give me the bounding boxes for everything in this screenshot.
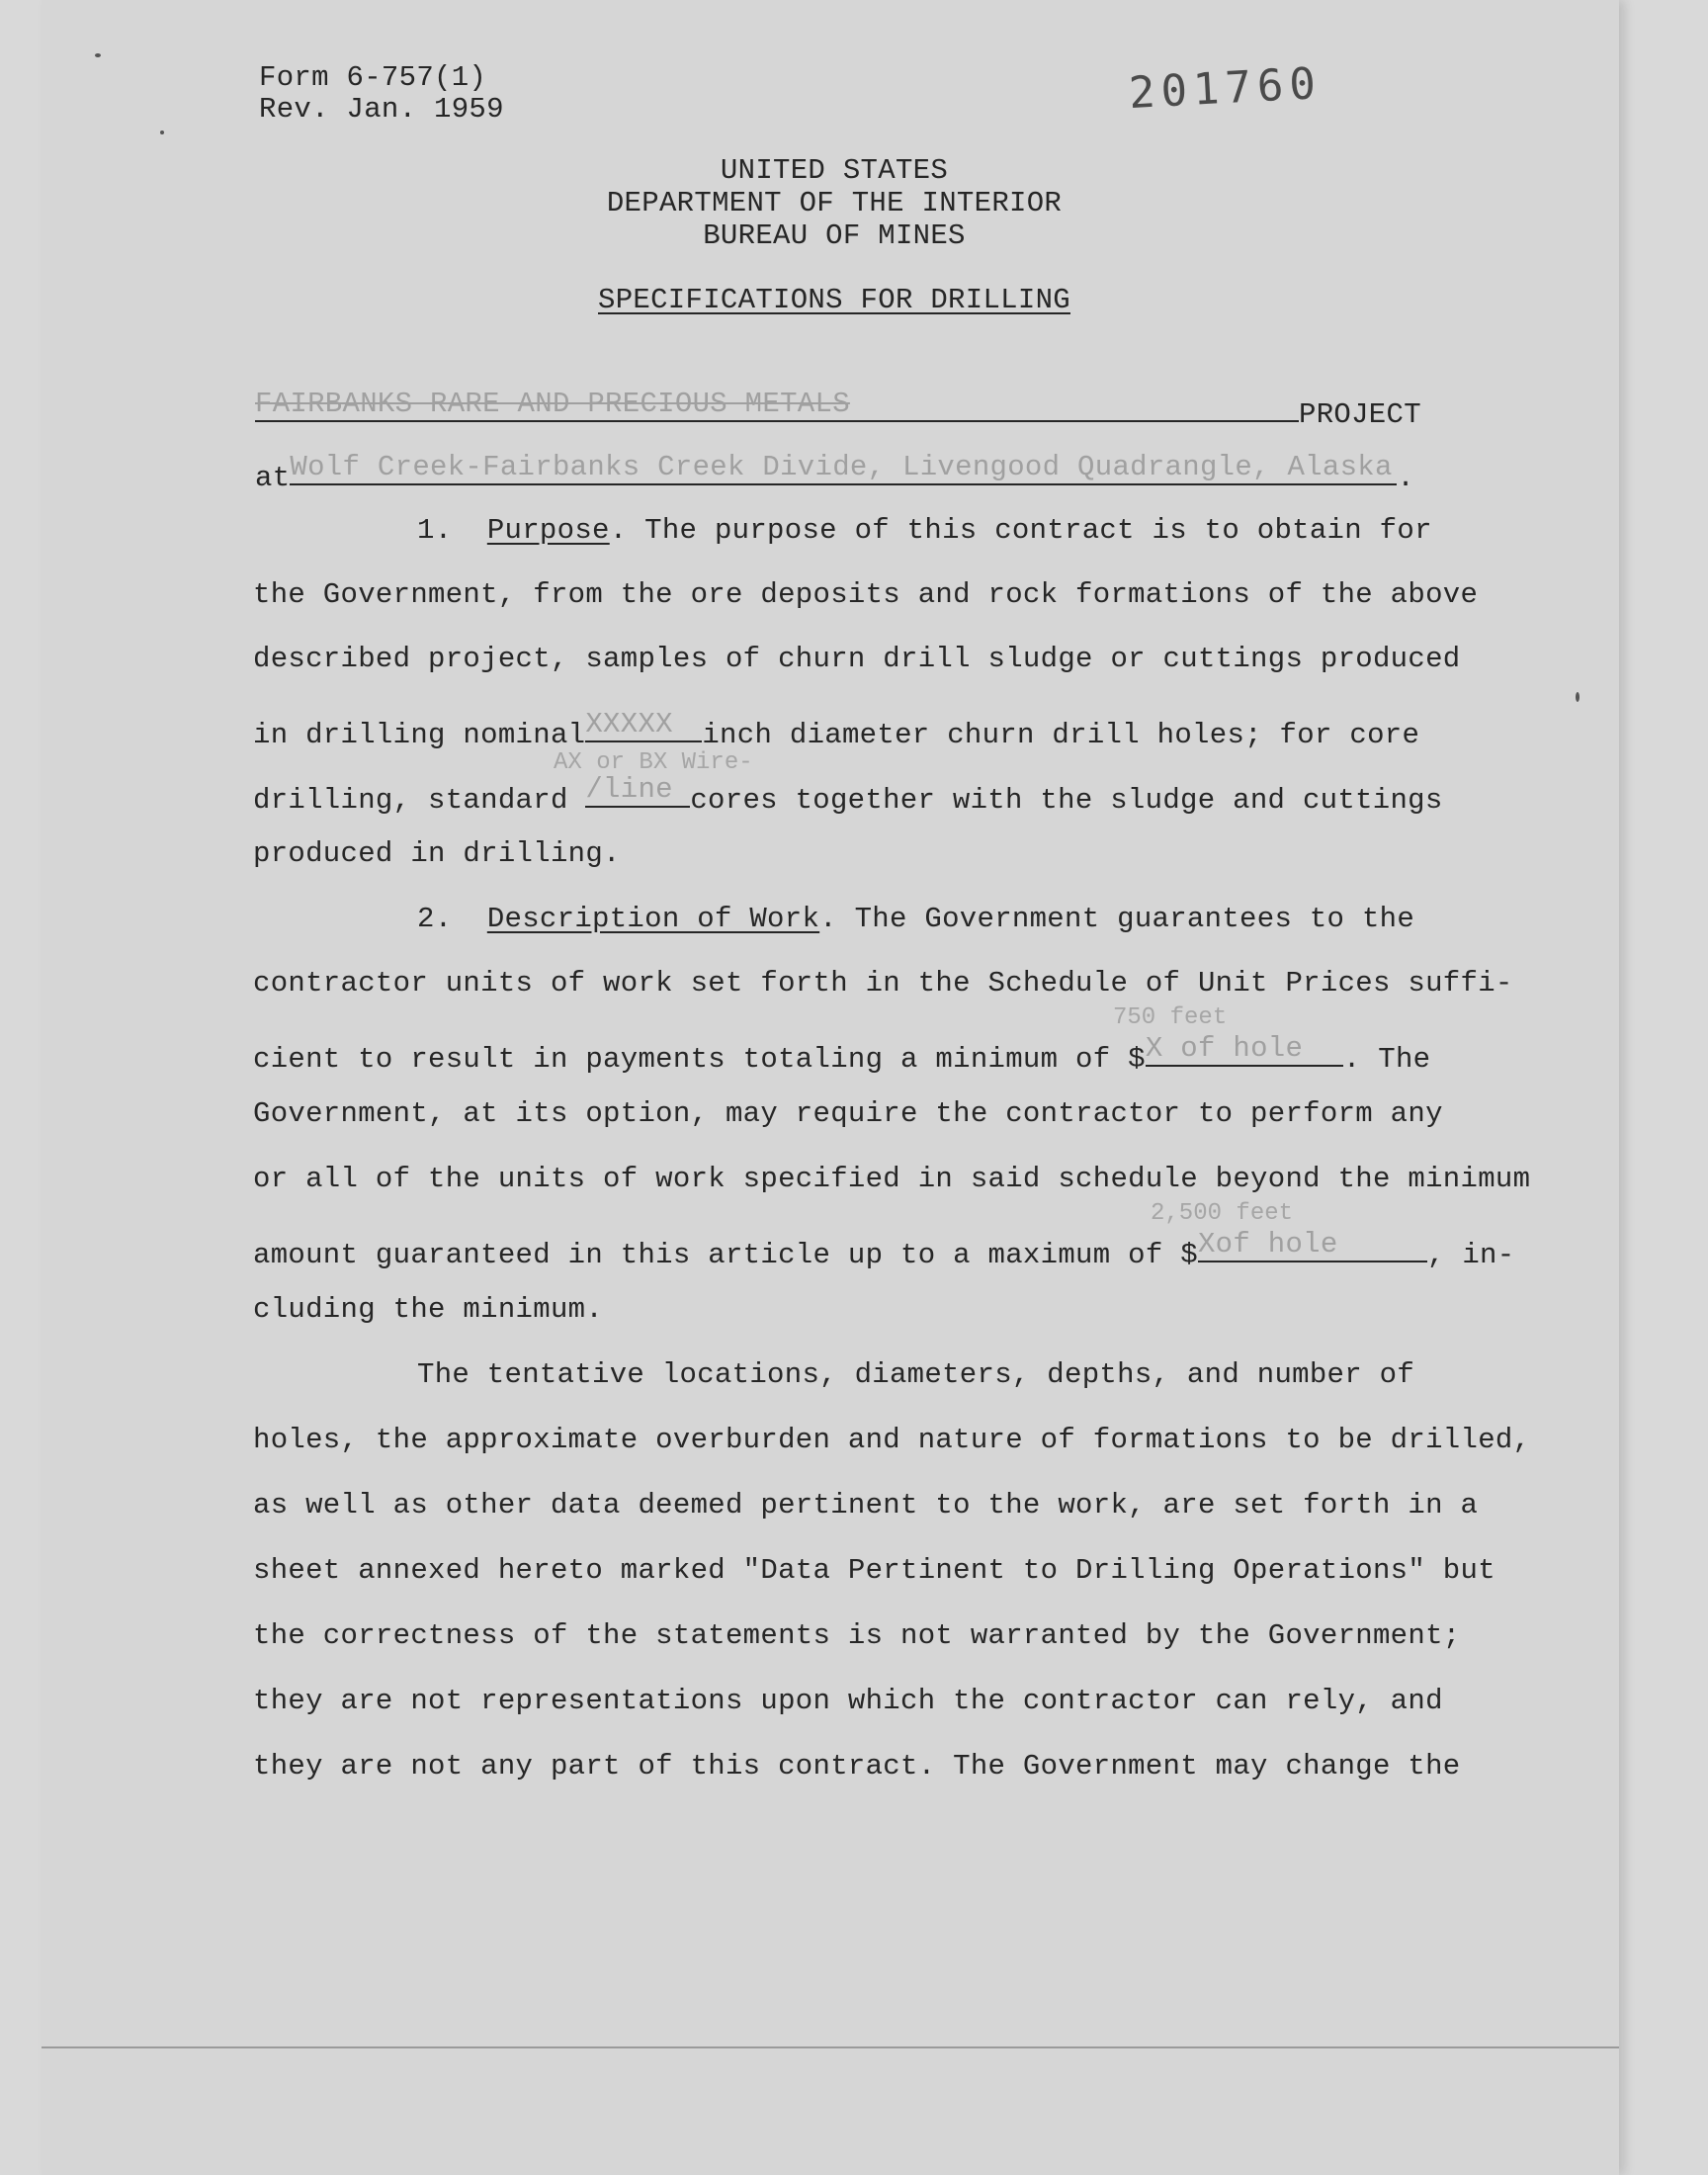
header-line-2: DEPARTMENT OF THE INTERIOR	[606, 187, 1063, 219]
section-2-line-6-prefix: amount guaranteed in this article up to a maximum of $	[253, 1239, 1198, 1271]
scan-speck	[95, 53, 101, 57]
section-2-line-3-prefix: cient to result in payments totaling a minimum of $	[253, 1043, 1146, 1076]
project-name-field: FAIRBANKS RARE AND PRECIOUS METALS	[255, 388, 1299, 422]
project-line	[255, 388, 1421, 431]
minimum-amount-insert: 750 feet	[1113, 1004, 1228, 1031]
stamped-document-number: 201760	[1127, 57, 1324, 120]
core-size-field: /line	[585, 773, 690, 808]
paragraph-3-line-5: the correctness of the statements is not warranted by the Government;	[253, 1619, 1461, 1652]
section-2-line-3-suffix: . The	[1342, 1043, 1431, 1076]
section-2-line-2: contractor units of work set forth in the Schedule of Unit Prices suffi-	[253, 967, 1513, 1000]
section-2-line-1	[253, 903, 1414, 935]
section-2-line-6	[253, 1228, 1514, 1271]
section-1-line-4-prefix: in drilling nominal	[253, 719, 586, 751]
location-field: Wolf Creek-Fairbanks Creek Divide, Livengood Quadrangle, Alaska	[290, 451, 1397, 485]
paragraph-3-line-7: they are not any part of this contract. The Government may change the	[253, 1750, 1461, 1783]
section-1-line-2: the Government, from the ore deposits and rock formations of the above	[253, 578, 1479, 611]
section-2-line-3	[253, 1032, 1430, 1076]
section-1-line-4	[253, 708, 1419, 751]
hole-diameter-field: XXXXX	[585, 708, 702, 742]
project-suffix: PROJECT	[1299, 398, 1421, 431]
scan-speck	[1576, 692, 1580, 702]
at-label: at	[255, 462, 291, 494]
section-1-line-3: described project, samples of churn drill sludge or cuttings produced	[253, 643, 1461, 675]
paragraph-3-line-1	[253, 1358, 1414, 1391]
paragraph-3-line-4: sheet annexed hereto marked "Data Pertinent to Drilling Operations" but	[253, 1554, 1495, 1587]
sheet-bottom-edge	[42, 2046, 1619, 2048]
section-2-number: 2.	[417, 903, 453, 935]
location-period: .	[1397, 462, 1415, 494]
maximum-amount-insert: 2,500 feet	[1151, 1200, 1294, 1227]
minimum-amount-field: X of hole	[1146, 1032, 1343, 1067]
form-number: Form 6-757(1)	[259, 61, 487, 94]
paper-sheet	[42, 0, 1619, 2175]
section-2-line-6-suffix: , in-	[1426, 1239, 1515, 1271]
scan-speck	[160, 130, 164, 134]
paragraph-3-line-2: holes, the approximate overburden and nature of formations to be drilled,	[253, 1424, 1531, 1456]
section-2-line-7: cluding the minimum.	[253, 1293, 604, 1326]
core-size-insert: AX or BX Wire-	[554, 749, 753, 776]
maximum-amount-field: Xof hole	[1198, 1228, 1427, 1262]
section-2-heading: Description of Work	[486, 903, 820, 935]
section-1-line-1	[253, 514, 1432, 547]
document-title: SPECIFICATIONS FOR DRILLING	[598, 284, 1070, 316]
paragraph-3-line-3: as well as other data deemed pertinent to the work, are set forth in a	[253, 1489, 1479, 1522]
form-revision: Rev. Jan. 1959	[259, 93, 504, 126]
section-2-line-1-rest: . The Government guarantees to the	[819, 903, 1415, 935]
section-1-line-5-rest: cores together with the sludge and cuttings	[690, 784, 1443, 817]
paragraph-3-line-6: they are not representations upon which the contractor can rely, and	[253, 1685, 1443, 1717]
section-2-line-5: or all of the units of work specified in said schedule beyond the minimum	[253, 1163, 1531, 1195]
section-1-line-5	[253, 773, 1443, 817]
section-1-heading: Purpose	[486, 514, 610, 547]
section-1-line-5-prefix: drilling, standard	[253, 784, 568, 817]
section-2-line-4: Government, at its option, may require the contractor to perform any	[253, 1097, 1443, 1130]
section-1-line-4-rest: inch diameter churn drill holes; for core	[702, 719, 1420, 751]
section-1-text: . The purpose of this contract is to obtain for	[609, 514, 1432, 547]
header-line-3: BUREAU OF MINES	[703, 219, 966, 252]
section-1-number: 1.	[417, 514, 453, 547]
paragraph-3-line-1-text: The tentative locations, diameters, depths, and number of	[417, 1358, 1415, 1391]
section-1-line-6: produced in drilling.	[253, 837, 621, 870]
location-line	[255, 451, 1414, 494]
header-line-1: UNITED STATES	[720, 154, 949, 187]
